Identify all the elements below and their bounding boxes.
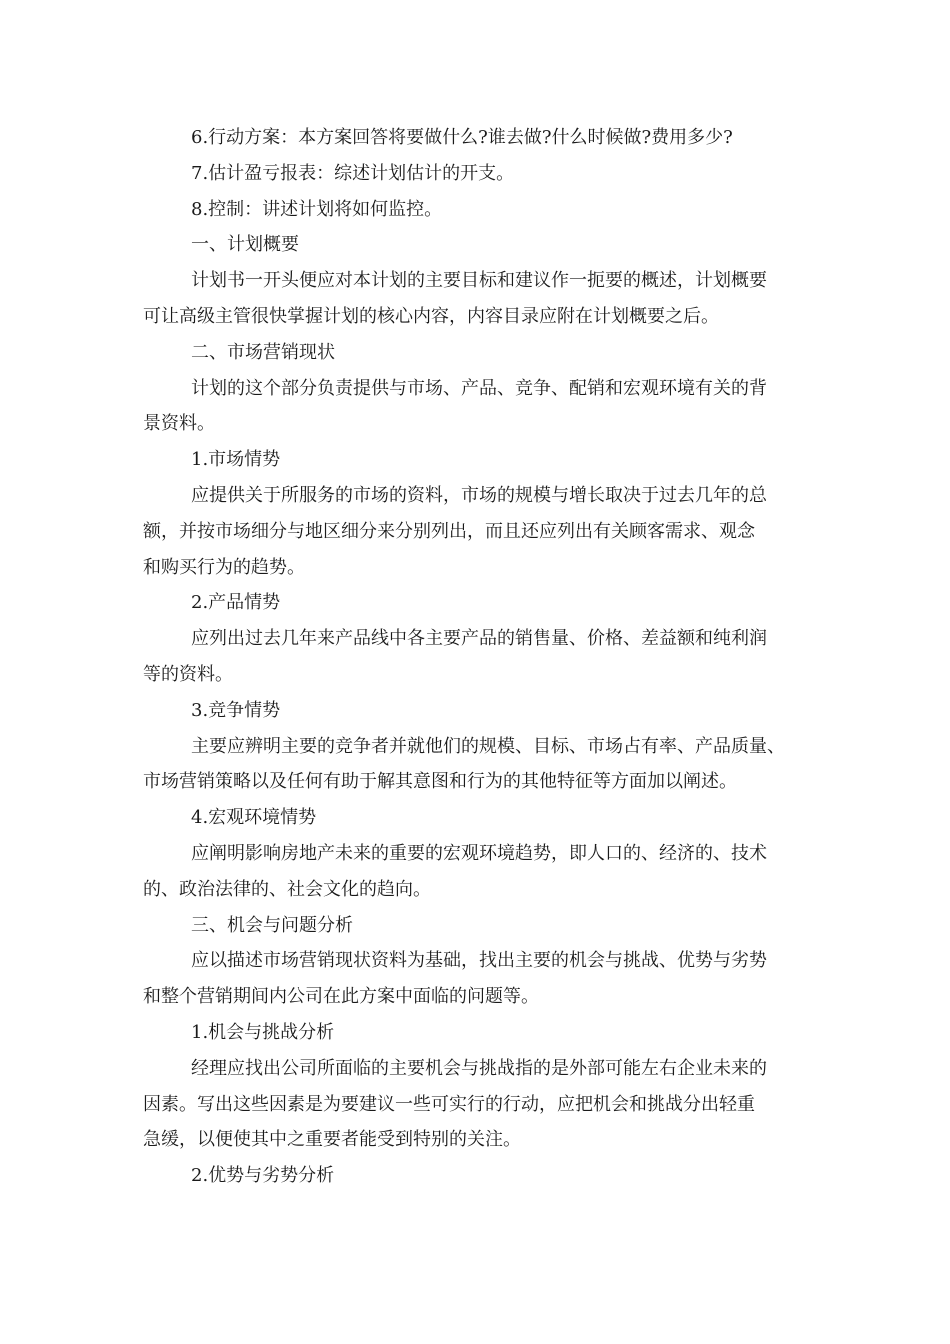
subheading-product-situation: 2.产品情势 <box>191 592 281 614</box>
paragraph-line: 和整个营销期间内公司在此方案中面临的问题等。 <box>143 986 539 1008</box>
paragraph-line: 计划书一开头便应对本计划的主要目标和建议作一扼要的概述，计划概要 <box>191 270 767 292</box>
paragraph-line: 应阐明影响房地产未来的重要的宏观环境趋势，即人口的、经济的、技术 <box>191 842 767 864</box>
subheading-strength-weakness: 2.优势与劣势分析 <box>191 1165 335 1187</box>
subheading-opportunity-challenge: 1.机会与挑战分析 <box>191 1021 335 1043</box>
paragraph-line: 急缓，以便使其中之重要者能受到特别的关注。 <box>143 1129 521 1151</box>
subheading-macro-environment: 4.宏观环境情势 <box>191 807 317 829</box>
paragraph-line: 景资料。 <box>143 413 215 435</box>
paragraph-line: 应列出过去几年来产品线中各主要产品的销售量、价格、差益额和纯利润 <box>191 628 767 650</box>
subheading-competition-situation: 3.竞争情势 <box>191 699 281 721</box>
paragraph-line: 可让高级主管很快掌握计划的核心内容，内容目录应附在计划概要之后。 <box>143 305 719 327</box>
paragraph-line: 主要应辨明主要的竞争者并就他们的规模、目标、市场占有率、产品质量、 <box>191 735 785 757</box>
paragraph-line: 等的资料。 <box>143 663 233 685</box>
section-heading-marketing-status: 二、市场营销现状 <box>191 341 335 363</box>
paragraph-line: 额，并按市场细分与地区细分来分别列出，而且还应列出有关顾客需求、观念 <box>143 520 755 542</box>
list-item-action-plan: 6.行动方案：本方案回答将要做什么?谁去做?什么时候做?费用多少? <box>191 127 733 148</box>
list-item-profit-loss: 7.估计盈亏报表：综述计划估计的开支。 <box>191 162 515 184</box>
paragraph-line: 的、政治法律的、社会文化的趋向。 <box>143 878 431 900</box>
paragraph-line: 经理应找出公司所面临的主要机会与挑战指的是外部可能左右企业未来的 <box>191 1057 767 1079</box>
paragraph-line: 计划的这个部分负责提供与市场、产品、竞争、配销和宏观环境有关的背 <box>191 377 767 399</box>
paragraph-line: 因素。写出这些因素是为要建议一些可实行的行动，应把机会和挑战分出轻重 <box>143 1093 755 1115</box>
document-body <box>143 120 823 1194</box>
section-heading-plan-summary: 一、计划概要 <box>191 234 299 256</box>
paragraph-line: 应以描述市场营销现状资料为基础，找出主要的机会与挑战、优势与劣势 <box>191 950 767 972</box>
subheading-market-situation: 1.市场情势 <box>191 449 281 471</box>
paragraph-line: 应提供关于所服务的市场的资料，市场的规模与增长取决于过去几年的总 <box>191 484 767 506</box>
paragraph-line: 和购买行为的趋势。 <box>143 556 305 578</box>
paragraph-line: 市场营销策略以及任何有助于解其意图和行为的其他特征等方面加以阐述。 <box>143 771 737 793</box>
list-item-control: 8.控制：讲述计划将如何监控。 <box>191 198 443 220</box>
section-heading-opportunity-analysis: 三、机会与问题分析 <box>191 914 353 936</box>
